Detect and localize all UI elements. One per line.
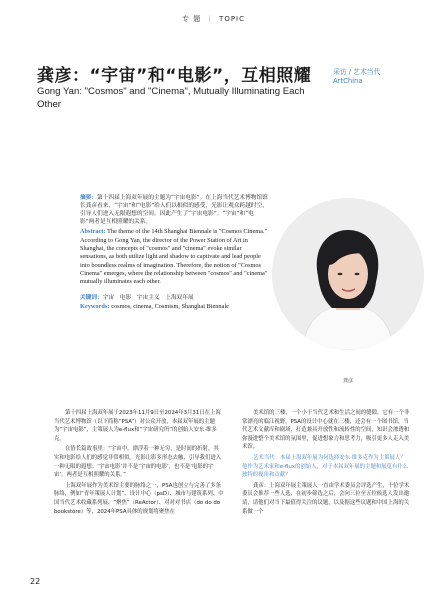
header-separator: | bbox=[208, 15, 212, 23]
keywords-cn bbox=[80, 294, 268, 302]
body-paragraph: 在情长篇故事里：“宇宙中，漂浮着一种无穷，是时间的折射，其实和电影给人们的感觉非常相似。光影让影多形态去触，引导我们进入一种无限的遐想。‘宇宙电影’并不是‘宇宙的电影’，也不是‘电影的宇宙’，两者是互相照耀的关系。” bbox=[54, 446, 222, 479]
abstract-cn bbox=[80, 194, 268, 226]
article-title-en: Gong Yan: "Cosmos" and "Cinema", Mutually Illuminating Each Other bbox=[37, 86, 305, 110]
body-paragraph: 美术馆的三楼，一个小于当代艺术和生活之间的缝隙。它有一个非常漂亮的临江视野，PSA的设计中心就在三楼，还会有一个图书馆，当代艺术文献库和剧场，打造兼具开放性和流转性的空间，知识会渗透和弥漫进整个美术馆的氛围里，促进想象力和思考力，吸引更多人走入美术馆。 bbox=[242, 410, 410, 451]
page-number: 22 bbox=[30, 577, 41, 586]
section-label-cn: 专 题 bbox=[181, 15, 202, 23]
keywords-en-text: cosmos, cinema, Cosmism, Shanghai Biennale bbox=[111, 302, 229, 310]
interview-question: 艺术当代：本届上海双年展为何选择安东·维多克作为主策展人？他作为艺术家和e-flux的创始人，对于本届双年展的主题和展览有什么独特的视角和贡献？ bbox=[242, 454, 409, 479]
body-paragraph: 上海双年展作为美术馆主要的脉络之一，PSA也创立与完善了多条脉络，例如“青年策展人计划”、设计中心（psD）、城市与建筑系列、中国当代艺术收藏系列展、“聚焦”（ReActor）、对对对书店（do do do bookstore）等，2024年PSA具体的规划将聚焦在 bbox=[54, 482, 224, 515]
body-column-left bbox=[54, 409, 224, 518]
section-label-en: TOPIC bbox=[219, 15, 246, 23]
keywords-en bbox=[80, 303, 268, 311]
keywords-cn-text: 宇宙 电影 宇宙主义 上海双年展 bbox=[102, 295, 194, 302]
portrait-photo bbox=[272, 198, 424, 350]
photo-caption: 龚彦 bbox=[343, 378, 354, 384]
section-header bbox=[0, 14, 427, 24]
body-column-right bbox=[242, 409, 410, 518]
abstract-en-label: Abstract: bbox=[80, 228, 106, 236]
article-title: 龚彦：“宇宙”和“电影”，互相照耀 bbox=[37, 66, 312, 86]
tag-line-1: 采访 / 艺术当代 bbox=[333, 68, 381, 76]
interview-answer: 龚彦：上海双年展主策展人一直由学术委员会评选产生，十位学术委员会推荐一些人选，在初步筛选之后，会向三位至五位候选人发出邀请，请他们对当下最值得关注的议题，以及据这些议题和中国上海的关系做一个 bbox=[242, 482, 410, 515]
abstract-en bbox=[80, 228, 268, 286]
keywords-en-label: Keywords: bbox=[80, 302, 110, 310]
abstract-cn-label: 摘要： bbox=[80, 195, 98, 201]
abstract-section bbox=[80, 194, 268, 311]
abstract-cn-text: 第十四届上海双年展的主题为“宇宙电影”。在上海当代艺术博物馆馆长龚彦看来，“宇宙”和“电影”给人们以相似的感受，光影让观众跨越时空，引导人们进入无限遐想的空间。因此产生了“宇宙电影”。“宇宙”和“电影”两者是互相照耀的关系。 bbox=[80, 195, 268, 226]
tag-line-2: ArtChina bbox=[333, 77, 363, 85]
abstract-en-text: The theme of the 14th Shanghai Biennale is "Cosmos Cinema." According to Gong Yan, the director of the Power Station of Art in Shanghai, the concepts of "cosmos" and "cinema" evoke similar sensations, as both utilize light and shadow to captivate and lead people into boundless realms of imagination. Therefore, the notion of "Cosmos Cinema" emerges, where the relationship between "cosmos" and "cinema" mutually illuminates each other. bbox=[80, 228, 268, 286]
keywords-cn-label: 关键词： bbox=[80, 295, 103, 302]
portrait-illustration bbox=[272, 198, 424, 350]
article-tag bbox=[333, 68, 380, 86]
body-paragraph: 第十四届上海双年展于2023年11月9日至2024年3月31日在上海当代艺术博物馆（以下简称“PSA”）对公众开放，本届双年展的主题为“宇宙电影”，主策展人为e-flux和“宇宙研究所”的创始人安东·维多克。 bbox=[54, 410, 221, 442]
